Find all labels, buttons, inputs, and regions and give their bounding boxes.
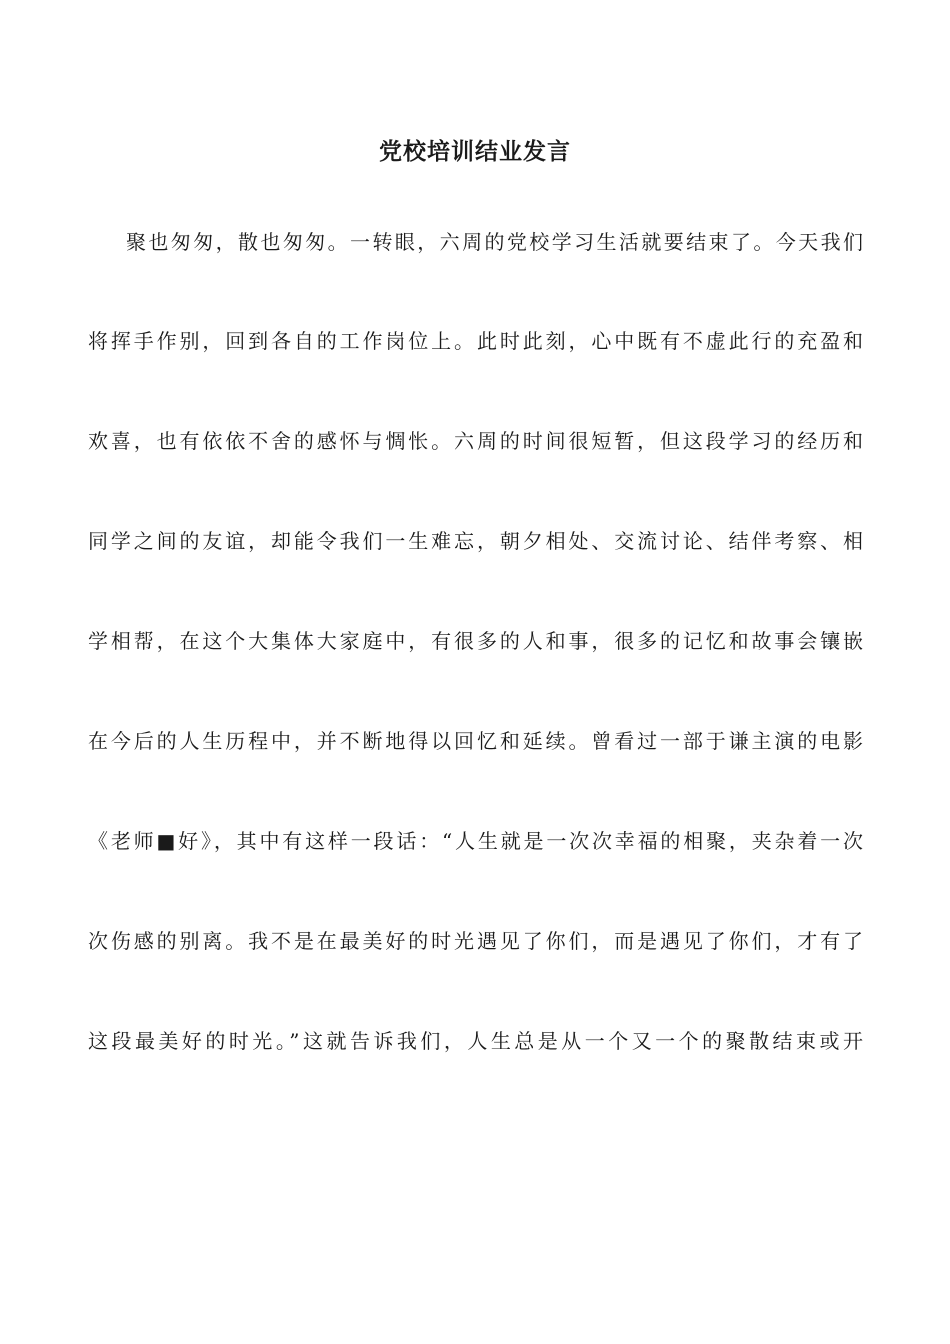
paragraph-line: 聚也匆匆，散也匆匆。一转眼，六周的党校学习生活就要结束了。今天我们 xyxy=(126,230,863,254)
document-title: 党校培训结业发言 xyxy=(379,138,571,165)
paragraph-line: 同学之间的友谊，却能令我们一生难忘，朝夕相处、交流讨论、结伴考察、相 xyxy=(88,529,863,553)
paragraph-line: 这段最美好的时光。”这就告诉我们，人生总是从一个又一个的聚散结束或开 xyxy=(88,1029,863,1053)
paragraph-line: 次伤感的别离。我不是在最美好的时光遇见了你们，而是遇见了你们，才有了 xyxy=(88,929,863,953)
paragraph-line: 欢喜，也有依依不舍的感怀与惆怅。六周的时间很短暂，但这段学习的经历和 xyxy=(88,429,863,453)
paragraph-line: 将挥手作别，回到各自的工作岗位上。此时此刻，心中既有不虚此行的充盈和 xyxy=(88,329,863,353)
paragraph-line: 在今后的人生历程中，并不断地得以回忆和延续。曾看过一部于谦主演的电影 xyxy=(88,729,863,753)
paragraph-line: 学相帮，在这个大集体大家庭中，有很多的人和事，很多的记忆和故事会镶嵌 xyxy=(88,629,863,653)
paragraph-line: 《老师■好》，其中有这样一段话：“人生就是一次次幸福的相聚，夹杂着一次 xyxy=(88,829,863,853)
